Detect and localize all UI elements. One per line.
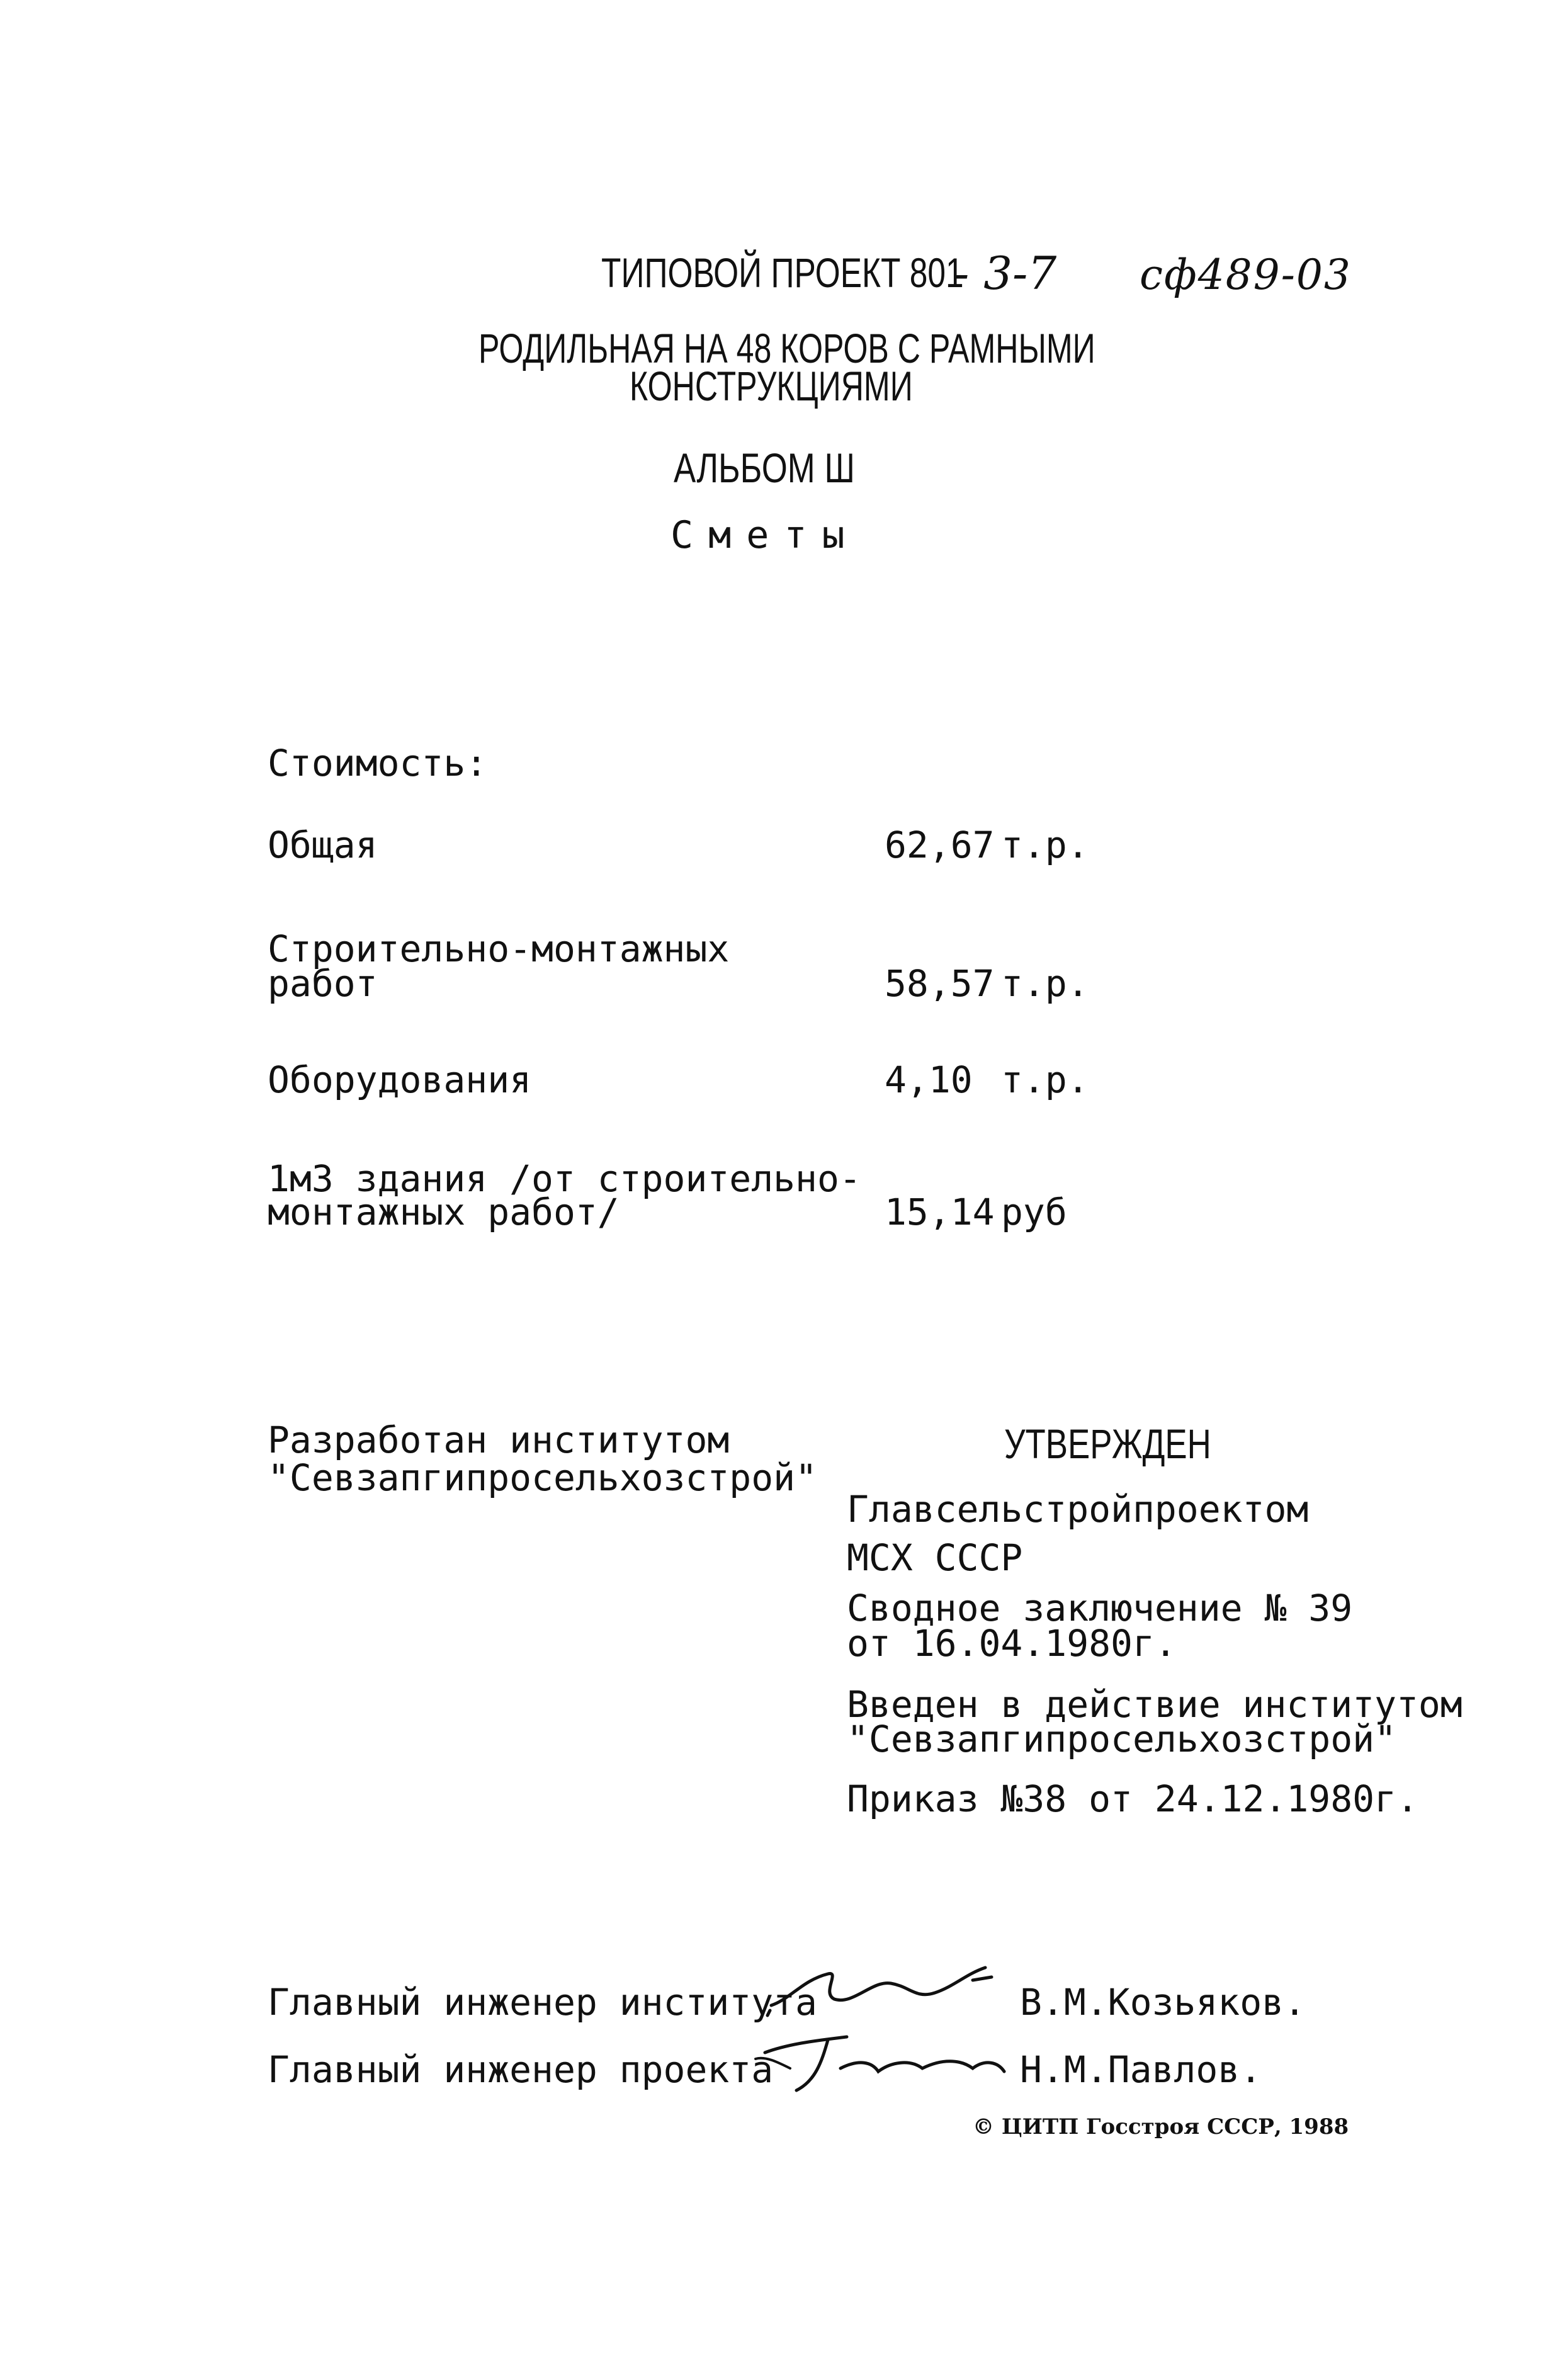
signature-title-project: Главный инженер проекта [268,2048,774,2091]
cost-value-total: 62,67 [885,824,995,866]
project-name-line-1: РОДИЛЬНАЯ НА 48 КОРОВ С РАМНЫМИ [478,325,1095,371]
cost-label-construction-cont: работ [268,962,378,1005]
signature-name-project: Н.М.Павлов. [1020,2048,1262,2091]
approval-conclusion: Сводное заключение № 39 [847,1587,1353,1629]
cost-unit-per-m3: руб [1001,1191,1067,1233]
cost-unit-total: т.р. [1001,824,1089,866]
project-title: ТИПОВОЙ ПРОЕКТ 801 [601,249,964,296]
developed-by-institute: "Севзапгипросельхозстрой" [268,1456,817,1499]
approval-enacted-institute: "Севзапгипросельхозстрой" [847,1718,1396,1760]
cost-label-construction: Строительно-монтажных [268,927,730,970]
approval-authority: Главсельстройпроектом [847,1488,1309,1531]
signature-title-institute: Главный инженер института [268,1981,817,2024]
signature-mark-project [752,2024,1017,2100]
cost-value-equipment: 4,10 [885,1058,973,1101]
cost-label-per-m3: 1м3 здания /от строительно- [268,1157,861,1200]
cost-label-equipment: Оборудования [268,1058,532,1101]
section-title: Сметы [671,513,860,557]
project-name-line-2: КОНСТРУКЦИЯМИ [630,363,913,409]
signature-name-institute: В.М.Козьяков. [1020,1981,1306,2024]
album-label: АЛЬБОМ Ш [674,445,855,491]
cost-value-construction: 58,57 [885,962,995,1005]
approval-enacted: Введен в действие институтом [847,1683,1463,1726]
approved-heading: УТВЕРЖДЕН [1004,1420,1211,1467]
approval-conclusion-date: от 16.04.1980г. [847,1622,1177,1665]
project-series-handwritten: - 3-7 [954,247,1057,300]
signature-mark-institute [765,1955,1004,2024]
copyright-notice: © ЦИТП Госстроя СССР, 1988 [973,2114,1349,2139]
approval-order: Приказ №38 от 24.12.1980г. [847,1777,1418,1820]
approval-ministry: МСХ СССР [847,1536,1023,1579]
cost-label-per-m3-cont: монтажных работ/ [268,1191,620,1233]
project-code-handwritten: сф489-03 [1140,251,1352,299]
cost-unit-equipment: т.р. [1001,1058,1089,1101]
cost-heading: Стоимость: [268,742,488,785]
cost-unit-construction: т.р. [1001,962,1089,1005]
cost-label-total: Общая [268,824,378,866]
cost-value-per-m3: 15,14 [885,1191,995,1233]
developed-by-label: Разработан институтом [268,1419,730,1461]
